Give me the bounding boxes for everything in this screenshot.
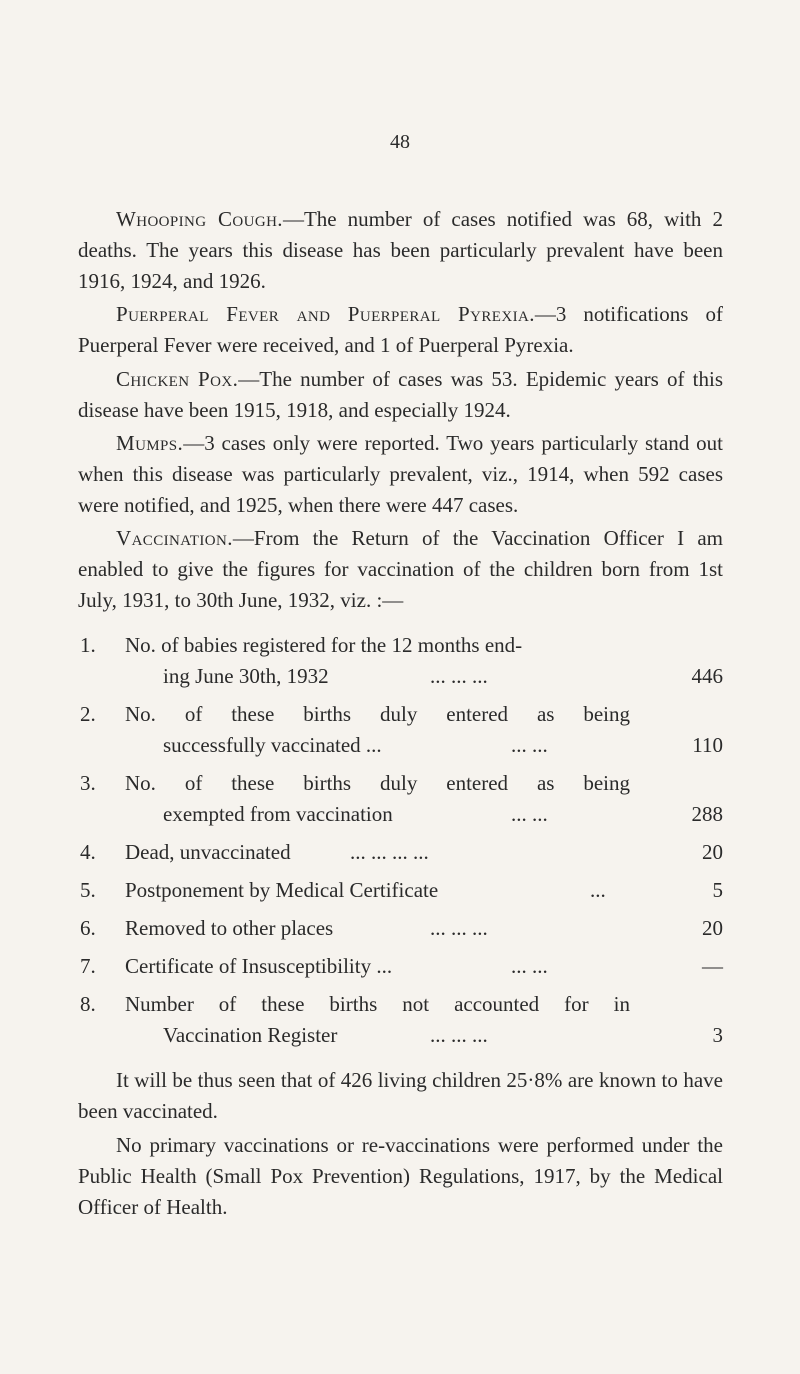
item-leader-dots: ... ... [511,802,548,826]
item-value: — [702,954,723,978]
item-label-continued: successfully vaccinated ... [163,733,382,757]
page-number: 48 [390,131,410,153]
item-value: 20 [702,840,723,864]
item-label-continued: ing June 30th, 1932 [163,664,329,688]
item-label: Removed to other places [125,916,334,940]
item-value: 110 [692,733,723,757]
body-puerperal: —3 notifications of Puerperal Fever were received, and 1 of Puerperal Pyrexia. [78,302,723,357]
item-number: 2. [80,702,96,726]
item-number: 5. [80,878,96,902]
paragraph-puerperal [78,299,723,361]
item-number: 7. [80,954,96,978]
item-leader-dots: ... [590,878,606,902]
item-label: Dead, unvaccinated [125,840,291,864]
item-number: 6. [80,916,96,940]
heading-whooping-cough: Whooping Cough. [116,207,283,231]
paragraph-no-primary [78,1130,723,1223]
heading-vaccination: Vaccination. [116,526,233,550]
heading-chicken-pox: Chicken Pox. [116,367,239,391]
item-label: Number of these births not accounted for in [125,992,630,1016]
paragraph-whooping-cough [78,204,723,297]
item-value: 20 [702,916,723,940]
item-value: 446 [691,664,723,688]
heading-mumps: Mumps. [116,431,184,455]
item-number: 8. [80,992,96,1016]
paragraph-mumps [78,428,723,521]
item-value: 3 [712,1023,723,1047]
item-leader-dots: ... ... ... [430,916,488,940]
item-number: 1. [80,633,96,657]
body-summary: It will be thus seen that of 426 living children 25·8% are known to have been vaccinated. [78,1068,723,1123]
paragraph-summary [78,1065,723,1127]
body-vaccination: —From the Return of the Vaccination Officer I am enabled to give the figures for vaccination of the children born from 1st July, 1931, to 30th June, 1932, viz. :— [78,526,723,612]
item-label: Certificate of Insusceptibility ... [125,954,393,978]
item-label: Postponement by Medical Certificate [125,878,439,902]
heading-puerperal: Puerperal Fever and Puerperal Pyrexia. [116,302,535,326]
body-whooping-cough: —The number of cases notified was 68, with 2 deaths. The years this disease has been particularly prevalent have been 1916, 1924, and 1926. [78,207,723,293]
item-leader-dots: ... ... [511,954,548,978]
item-label: No. of babies registered for the 12 months end- [125,633,523,657]
body-no-primary: No primary vaccinations or re-vaccinations were performed under the Public Health (Small Pox Prevention) Regulations, 1917, by the Medical Officer of Health. [78,1133,723,1219]
item-leader-dots: ... ... [511,733,548,757]
item-value: 5 [712,878,723,902]
item-label: No. of these births duly entered as being [125,771,630,795]
item-label-continued: exempted from vaccination [163,802,393,826]
item-value: 288 [691,802,723,826]
paragraph-vaccination [78,523,723,616]
item-number: 4. [80,840,96,864]
item-leader-dots: ... ... ... [430,1023,488,1047]
item-label-continued: Vaccination Register [163,1023,338,1047]
item-leader-dots: ... ... ... [430,664,488,688]
item-leader-dots: ... ... ... ... [350,840,429,864]
body-mumps: —3 cases only were reported. Two years particularly stand out when this disease was particularly prevalent, viz., 1914, when 592 cases were notified, and 1925, when there were 447 cases. [78,431,723,517]
item-number: 3. [80,771,96,795]
body-chicken-pox: —The number of cases was 53. Epidemic years of this disease have been 1915, 1918, and especially 1924. [78,367,724,422]
item-label: No. of these births duly entered as being [125,702,630,726]
paragraph-chicken-pox [78,364,723,426]
